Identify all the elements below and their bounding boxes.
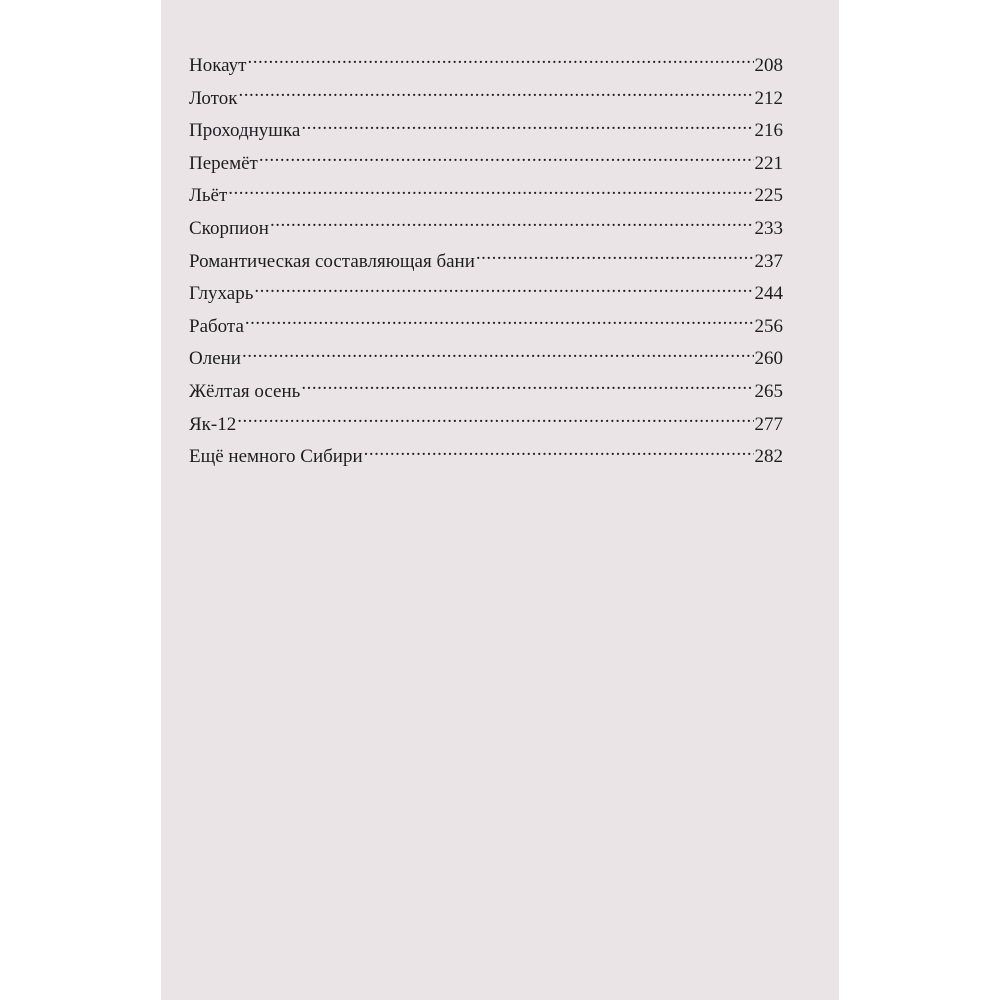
dot-leader — [300, 378, 753, 397]
dot-leader — [363, 443, 754, 462]
toc-entry — [189, 83, 783, 116]
toc-entry — [189, 343, 783, 376]
dot-leader — [475, 248, 754, 267]
toc-entry-title: Скорпион — [189, 217, 269, 239]
toc-entry — [189, 213, 783, 246]
toc-entry — [189, 246, 783, 279]
toc-entry-page-number: 244 — [754, 283, 783, 305]
toc-entry-page-number: 221 — [754, 152, 783, 174]
toc-entry-title: Льёт — [189, 185, 228, 207]
toc-entry-title: Перемёт — [189, 152, 258, 174]
toc-entry-page-number: 277 — [754, 413, 783, 435]
toc-entry-title: Лоток — [189, 87, 238, 109]
table-of-contents — [189, 50, 783, 474]
toc-entry-page-number: 256 — [754, 315, 783, 337]
dot-leader — [241, 345, 754, 364]
dot-leader — [246, 52, 753, 71]
toc-entry — [189, 311, 783, 344]
toc-entry-title: Проходнушка — [189, 120, 301, 142]
dot-leader — [300, 117, 753, 136]
dot-leader — [258, 150, 754, 169]
toc-entry — [189, 180, 783, 213]
dot-leader — [237, 85, 753, 104]
toc-entry-page-number: 225 — [754, 185, 783, 207]
toc-entry — [189, 409, 783, 442]
toc-entry-page-number: 282 — [754, 446, 783, 468]
dot-leader — [253, 280, 753, 299]
toc-entry — [189, 278, 783, 311]
toc-entry-title: Работа — [189, 315, 244, 337]
toc-entry-title: Як-12 — [189, 413, 237, 435]
book-page — [161, 0, 839, 1000]
dot-leader — [227, 182, 753, 201]
toc-entry-page-number: 208 — [754, 55, 783, 76]
toc-entry-title: Олени — [189, 348, 241, 370]
toc-entry-page-number: 216 — [754, 120, 783, 142]
dot-leader — [236, 411, 753, 430]
toc-entry — [189, 441, 783, 474]
toc-entry-page-number: 260 — [754, 348, 783, 370]
toc-entry-title: Романтическая составляющая бани — [189, 250, 475, 272]
toc-entry — [189, 376, 783, 409]
toc-entry — [189, 115, 783, 148]
toc-entry-page-number: 237 — [754, 250, 783, 272]
toc-entry-page-number: 265 — [754, 380, 783, 402]
dot-leader — [269, 215, 754, 234]
toc-entry-page-number: 233 — [754, 217, 783, 239]
toc-entry-title: Глухарь — [189, 283, 254, 305]
toc-entry-title: Нокаут — [189, 55, 247, 76]
toc-entry-title: Ещё немного Сибири — [189, 446, 363, 468]
toc-entry-title: Жёлтая осень — [189, 380, 301, 402]
dot-leader — [244, 313, 754, 332]
toc-entry — [189, 50, 783, 83]
toc-entry — [189, 148, 783, 181]
toc-entry-page-number: 212 — [754, 87, 783, 109]
